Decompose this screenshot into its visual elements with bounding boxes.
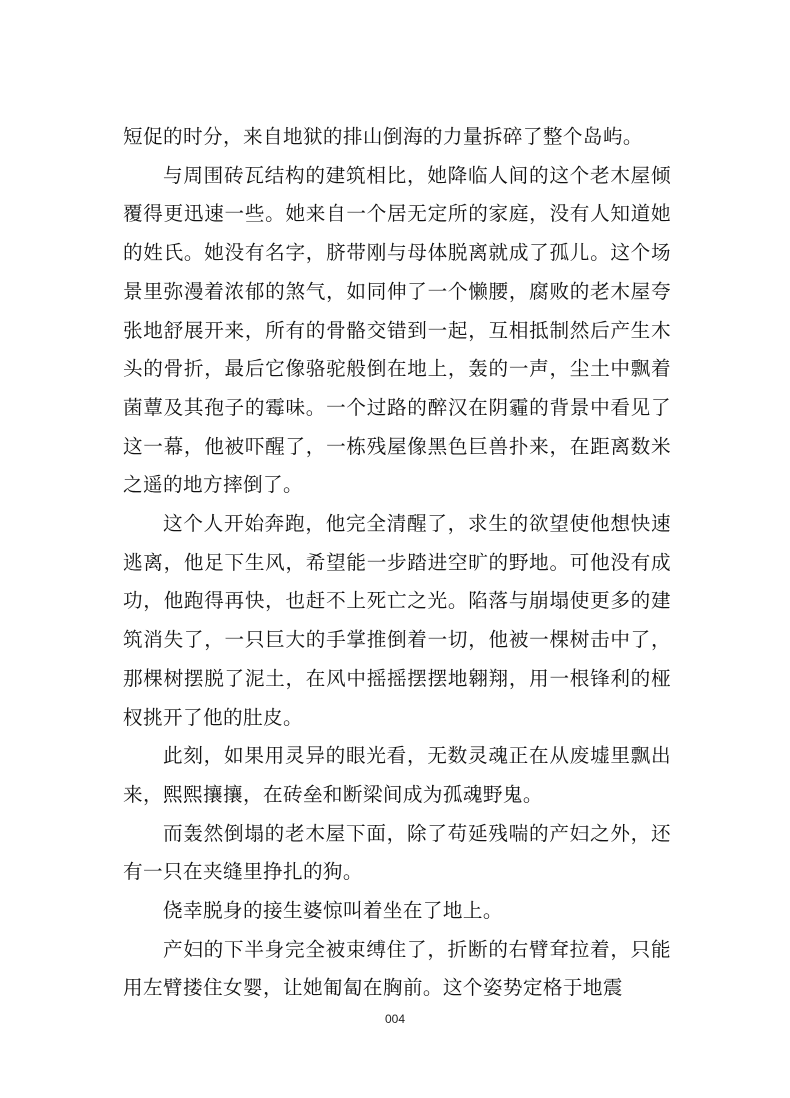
paragraph: 产妇的下半身完全被束缚住了，折断的右臂耷拉着，只能用左臂搂住女婴，让她匍匐在胸前。这个姿势定格于地震 (123, 937, 671, 1000)
page-body (123, 118, 671, 1008)
page-number: 004 (384, 1012, 406, 1026)
paragraph: 此刻，如果用灵异的眼光看，无数灵魂正在从废墟里飘出来，熙熙攘攘，在砖垒和断梁间成为孤魂野鬼。 (123, 744, 671, 806)
paragraph: 侥幸脱身的接生婆惊叫着坐在了地上。 (163, 899, 503, 923)
paragraph: 这个人开始奔跑，他完全清醒了，求生的欲望使他想快速逃离，他足下生风，希望能一步踏进空旷的野地。可他没有成功，他跑得再快，也赶不上死亡之光。陷落与崩塌使更多的建筑消失了，一只巨大的手掌推倒着一切，他被一棵树击中了，那棵树摆脱了泥土，在风中摇摇摆摆地翱翔，用一根锋利的桠杈挑开了他的肚皮。 (123, 512, 671, 729)
paragraph: 短促的时分，来自地狱的排山倒海的力量拆碎了整个岛屿。 (123, 125, 643, 148)
paragraph: 而轰然倒塌的老木屋下面，除了苟延残喘的产妇之外，还有一只在夹缝里挣扎的狗。 (123, 821, 671, 884)
paragraph: 与周围砖瓦结构的建筑相比，她降临人间的这个老木屋倾覆得更迅速一些。她来自一个居无定所的家庭，没有人知道她的姓氏。她没有名字，脐带刚与母体脱离就成了孤儿。这个场景里弥漫着浓郁的煞气，如同伸了一个懒腰，腐败的老木屋夸张地舒展开来，所有的骨骼交错到一起，互相抵制然后产生木头的骨折，最后它像骆驼般倒在地上，轰的一声，尘土中飘着菌蕈及其孢子的霉味。一个过路的醉汉在阴霾的背景中看见了这一幕，他被吓醒了，一栋残屋像黑色巨兽扑来，在距离数米之遥的地方摔倒了。 (123, 163, 671, 497)
